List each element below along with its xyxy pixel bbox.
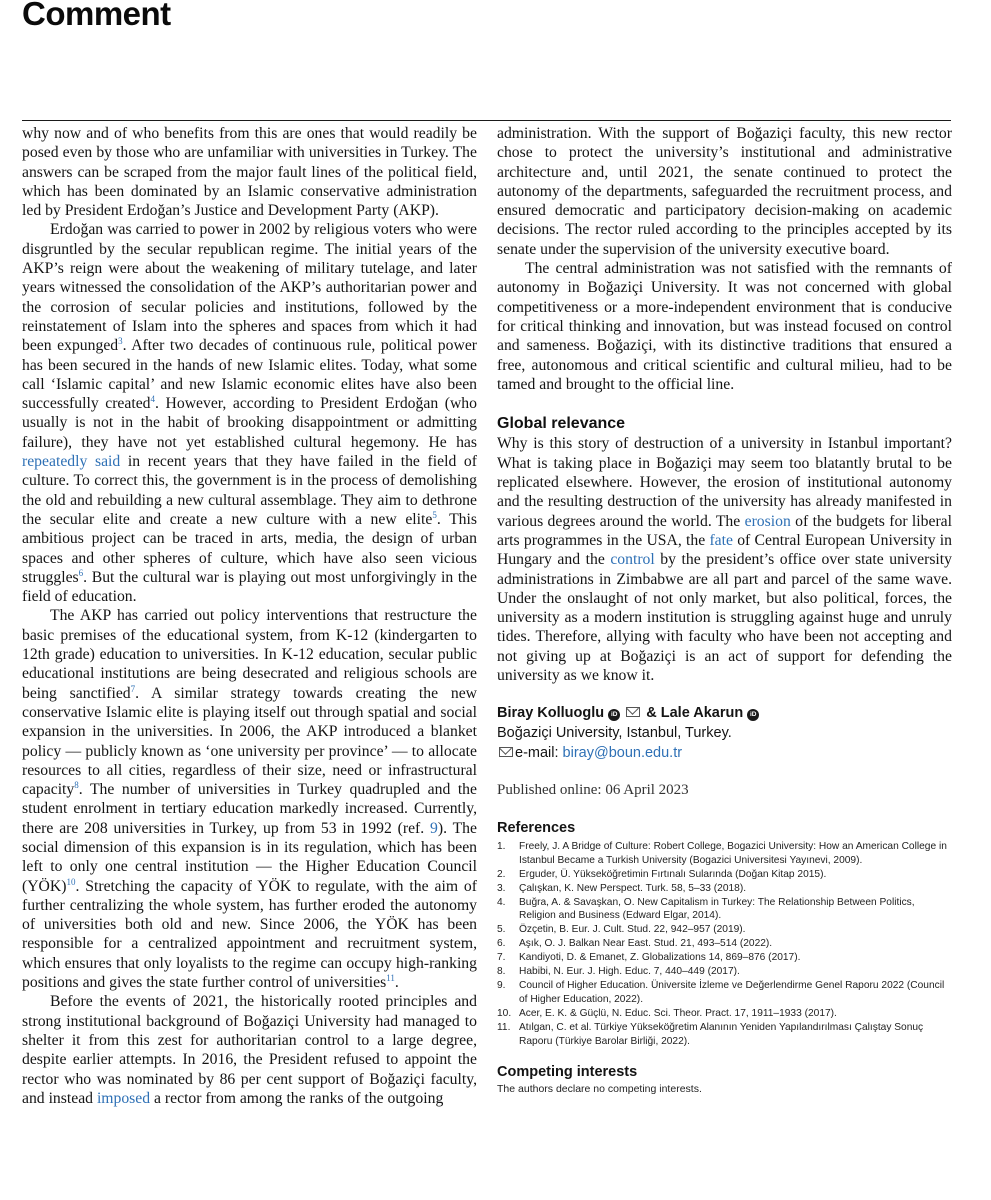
reference-link[interactable]: 7 [130, 683, 136, 694]
references-list [497, 840, 952, 1049]
author-name: & Lale Akarun [646, 705, 744, 722]
envelope-icon[interactable] [626, 707, 640, 717]
email-link[interactable]: biray@boun.edu.tr [562, 745, 683, 762]
reference-text: Aşık, O. J. Balkan Near East. Stud. 21, 493–514 (2022). [519, 938, 773, 950]
reference-item [497, 923, 952, 937]
reference-item [497, 965, 952, 979]
affiliation: Boğaziçi University, Istanbul, Turkey. [497, 725, 732, 742]
section-title-comment: Comment [22, 0, 171, 32]
reference-item [497, 1021, 952, 1049]
reference-item [497, 951, 952, 965]
reference-text: Özçetin, B. Eur. J. Cult. Stud. 22, 942–957 (2019). [519, 924, 746, 936]
reference-number: 6. [497, 938, 506, 950]
page-header [22, 0, 171, 36]
reference-item [497, 979, 952, 1007]
reference-text: Buğra, A. & Savaşkan, O. New Capitalism in Turkey: The Relationship Between Politics, Religion and Business (Edward Elgar, 2014). [519, 896, 915, 922]
reference-text: Çalışkan, K. New Perspect. Turk. 58, 5–33 (2018). [519, 882, 747, 894]
reference-item [497, 937, 952, 951]
link-fate[interactable]: fate [709, 531, 733, 549]
reference-item [497, 868, 952, 882]
paragraph: Why is this story of destruction of a university in Istanbul important? What is taking place in Boğaziçi may seem too blatantly brutal to be replicated elsewhere. However, the erosion of institutional autonomy and the resulting destruction of the university has already manifested in various degrees around the world. The erosion of the budgets for liberal arts programmes in the USA, the fate of Central European University in Hungary and the control by the president’s office over state university administrations in Zimbabwe are all part and parcel of the same wave. Under the onslaught of not only market, but also political, forces, the university as a modern institution is struggling against huge and unruly tides. Therefore, allying with faculty who have been not accepting and not giving up at Boğaziçi is an act of support for defending the university as we know it. [497, 435, 953, 685]
reference-text: Atılgan, C. et al. Türkiye Yükseköğretim Alanının Yeniden Yapılandırılması Çalıştay Sonuç Raporu (Türkiye Barolar Birliği, 2022). [519, 1021, 924, 1047]
paragraph: administration. With the support of Boğaziçi faculty, this new rector chose to protect the university’s institutional and administrative architecture and, until 2021, the senate continued to protect the autonomy of the departments, safeguarded the recruitment process, and ensured democratic and participatory decision-making on academic decisions. The rector ruled according to the principles accepted by its senate under the supervision of the university executive board. [497, 125, 952, 258]
competing-interests-text: The authors declare no competing interests. [497, 1082, 702, 1095]
reference-number: 4. [497, 896, 506, 908]
reference-text: Kandiyoti, D. & Emanet, Z. Globalizations 14, 869–876 (2017). [519, 952, 801, 964]
paragraph: why now and of who benefits from this are ones that would readily be posed even by those who are unfamiliar with universities in Turkey. The answers can be scraped from the major fault lines of the political field, which has been dominated by an Islamic conservative administration led by President Erdoğan’s Justice and Development Party (AKP). [22, 125, 477, 220]
reference-link[interactable]: 11 [386, 972, 395, 983]
reference-item [497, 882, 952, 896]
reference-link[interactable]: 4 [150, 393, 156, 404]
reference-link[interactable]: 9 [430, 819, 438, 837]
reference-number: 2. [497, 868, 506, 880]
reference-number: 9. [497, 979, 506, 991]
reference-item [497, 840, 952, 868]
references-heading: References [497, 819, 576, 836]
reference-link[interactable]: 5 [432, 509, 437, 520]
reference-number: 7. [497, 952, 506, 964]
paragraph: Before the events of 2021, the historically rooted principles and strong institutional background of Boğaziçi University had managed to shelter it from this zest for authoritarian control to a large degree, despite earlier attempts. In 2016, the President refused to appoint the rector who was nominated by 86 per cent support of Boğaziçi faculty, and instead imposed a rector from among the ranks of the outgoing [22, 993, 477, 1107]
link-repeatedly-said[interactable]: repeatedly said [22, 453, 121, 471]
reference-link[interactable]: 6 [78, 567, 84, 578]
link-imposed[interactable]: imposed [96, 1089, 151, 1107]
reference-link[interactable]: 3 [118, 336, 123, 347]
reference-number: 8. [497, 966, 506, 978]
reference-number: 11. [497, 1021, 511, 1033]
published-date: Published online: 06 April 2023 [497, 782, 689, 799]
email-label: e-mail: [515, 745, 563, 762]
reference-link[interactable]: 10 [66, 876, 76, 887]
link-control[interactable]: control [610, 551, 655, 569]
left-column [22, 124, 477, 1108]
reference-number: 1. [497, 840, 506, 852]
paragraph: Erdoğan was carried to power in 2002 by religious voters who were disgruntled by the secular republican regime. The initial years of the AKP’s reign were about the weakening of military tutelage, and later years witnessed the consolidation of the AKP’s authoritarian power and the corrosion of secular policies and institutions, followed by the reinstatement of Islam into the spheres and spaces from which it had been expunged$^3$. After two decades of continuous rule, political power has been secured in the hands of new Islamic elites. Today, what some call ‘Islamic capital’ and new Islamic economic elites have also been successfully created$^4$. However, according to President Erdoğan (who usually is not in the habit of brooking disappointment or admitting failure), they have not yet established cultural hegemony. He has repeatedly said in recent years that they have failed in the field of culture. To correct this, the government is in the process of demolishing the old and rebuilding a new cultural assemblage. They aim to dethrone the secular elite and create a new culture with a new elite$^5$. This ambitious project can be traced in arts, media, the design of urban spaces and other spheres of culture, which have also seen vicious struggles$^6$. But the cultural war is playing out most unforgivingly in the field of education. [22, 221, 477, 606]
paragraph: The central administration was not satisfied with the remnants of autonomy in Boğaziçi University. It was not concerned with global competitiveness or a more-independent environment that is conducive for critical thinking and innovation, but was instead focused on control and sameness. Boğaziçi, with its distinctive traditions that ensured a free, autonomous and critical scientific and cultural milieu, had to be tamed and brought to the official line. [497, 260, 952, 393]
reference-link[interactable]: 8 [74, 779, 79, 790]
section-heading-global-relevance: Global relevance [497, 415, 626, 433]
reference-number: 10. [497, 1007, 512, 1019]
reference-text: Freely, J. A Bridge of Culture: Robert College, Bogazici University: How an American College in Istanbul Became a Turkish University (Bogazici Universitesi Yayınevi, 2009). [519, 840, 947, 866]
right-column [497, 124, 952, 1096]
envelope-icon [499, 747, 513, 757]
header-rule [22, 120, 951, 121]
reference-text: Acer, E. K. & Güçlü, N. Educ. Sci. Theor. Pract. 17, 1911–1933 (2017). [519, 1007, 837, 1019]
reference-text: Erguder, Ü. Yükseköğretimin Fırtınalı Sularında (Doğan Kitap 2015). [519, 868, 827, 880]
reference-item [497, 1007, 952, 1021]
orcid-icon[interactable]: iD [608, 709, 620, 721]
author-name: Biray Kolluoglu [497, 705, 605, 722]
reference-number: 5. [497, 924, 506, 936]
reference-text: Habibi, N. Eur. J. High. Educ. 7, 440–449 (2017). [519, 966, 740, 978]
orcid-icon[interactable]: iD [747, 709, 759, 721]
reference-number: 3. [497, 882, 506, 894]
competing-interests-heading: Competing interests [497, 1063, 638, 1080]
paragraph: The AKP has carried out policy interventions that restructure the basic premises of the educational system, from K-12 (kindergarten to 12th grade) education to universities. In K-12 education, secular public educational institutions are being desecrated and religious schools are being sanctified$^7$. A similar strategy towards creating the new conservative Islamic elite is playing itself out through spatial and social expansion in the universities. In 2006, the AKP introduced a blanket policy — publicly known as ‘one university per province’ — to allocate resources to all cities, regardless of their size, need or infrastructural capacity$^8$. The number of universities in Turkey quadrupled and the student enrolment in tertiary education markedly increased. Currently, there are 208 universities in Turkey, up from 53 in 1992 (ref. 9). The social dimension of this expansion is in its regulation, which has been left to only one central institution — the Higher Education Council (YÖK)$^{10}$. Stretching the capacity of YÖK to regulate, with the aim of further centralizing the whole system, has further eroded the autonomy of universities both old and new. Since 2006, the YÖK has been responsible for a centralized appointment and recruitment system, which ensures that only loyalists to the regime can occupy high-ranking positions and gives the state further control of universities$^{11}$. [22, 607, 477, 992]
link-erosion[interactable]: erosion [744, 512, 791, 530]
reference-text: Council of Higher Education. Üniversite İzleme ve Değerlendirme Genel Raporu 2022 (Council of Higher Education, 2022). [519, 979, 945, 1005]
author-block [497, 703, 952, 763]
reference-item [497, 896, 952, 924]
